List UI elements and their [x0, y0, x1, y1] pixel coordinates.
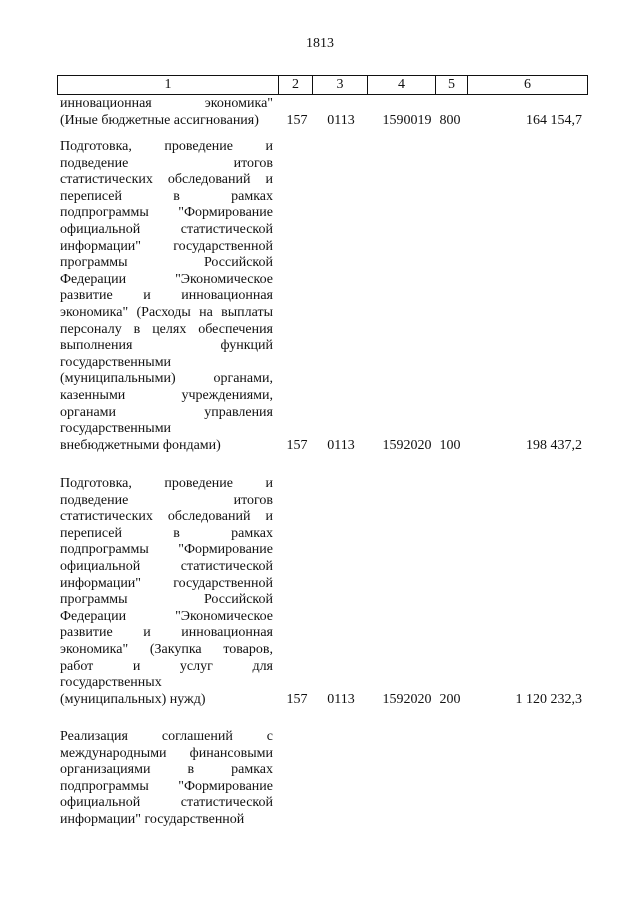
header-col-5: 5 [435, 76, 467, 94]
row-description [60, 729, 273, 829]
cell-code: 157 [286, 112, 308, 128]
description-line: казенными учреждениями, [60, 387, 273, 403]
row-description [60, 139, 273, 454]
cell-section: 0113 [327, 691, 355, 707]
description-line: внебюджетными фондами) [60, 437, 221, 453]
description-line: информации" государственной [60, 811, 245, 827]
header-col-6: 6 [467, 76, 587, 94]
cell-section: 0113 [327, 112, 355, 128]
description-line: государственными [60, 421, 172, 437]
description-line: Подготовка, проведение и [60, 476, 273, 491]
description-line: (муниципальными) органами, [60, 371, 273, 387]
description-line: государственных [60, 675, 162, 691]
cell-code: 157 [286, 691, 308, 707]
description-line: органами управления [60, 404, 273, 420]
description-line: Реализация соглашений с [60, 729, 273, 744]
description-line: инновационная экономика" [60, 96, 273, 111]
cell-expense-type: 200 [439, 691, 461, 707]
header-col-1: 1 [164, 77, 172, 92]
description-line: государственными [60, 354, 172, 370]
description-line: подпрограммы "Формирование [60, 542, 273, 558]
cell-amount: 198 437,2 [526, 437, 582, 453]
description-line: официальной статистической [60, 558, 273, 574]
description-line: информации" государственной [60, 575, 273, 591]
cell-expense-type: 100 [439, 437, 461, 453]
description-line: статистических обследований и [60, 172, 273, 188]
cell-article: 1590019 [382, 112, 432, 128]
row-description [60, 96, 273, 129]
cell-expense-type: 800 [439, 112, 461, 128]
cell-article: 1592020 [382, 437, 432, 453]
cell-code: 157 [286, 437, 308, 453]
header-col-4: 4 [367, 76, 435, 94]
description-line: Подготовка, проведение и [60, 139, 273, 154]
description-line: (муниципальных) нужд) [60, 691, 206, 707]
description-line: развитие и инновационная [60, 288, 273, 304]
description-line: статистических обследований и [60, 509, 273, 525]
cell-section: 0113 [327, 437, 355, 453]
description-line: подведение итогов [60, 492, 273, 508]
description-line: экономика" (Закупка товаров, [60, 641, 273, 657]
description-line: информации" государственной [60, 238, 273, 254]
description-line: Федерации "Экономическое [60, 608, 273, 624]
description-line: выполнения функций [60, 338, 273, 354]
table-header [57, 75, 588, 95]
description-line: официальной статистической [60, 221, 273, 237]
row-description [60, 476, 273, 708]
description-line: программы Российской [60, 592, 273, 608]
header-col-3: 3 [312, 76, 367, 94]
cell-article: 1592020 [382, 691, 432, 707]
description-line: подведение итогов [60, 155, 273, 171]
description-line: работ и услуг для [60, 658, 273, 674]
description-line: официальной статистической [60, 795, 273, 811]
cell-amount: 164 154,7 [526, 112, 582, 128]
description-line: организациями в рамках [60, 762, 273, 778]
header-col-2: 2 [278, 76, 312, 94]
description-line: подпрограммы "Формирование [60, 205, 273, 221]
description-line: персоналу в целях обеспечения [60, 321, 273, 337]
description-line: Федерации "Экономическое [60, 271, 273, 287]
description-line: программы Российской [60, 255, 273, 271]
description-line: переписей в рамках [60, 525, 273, 541]
description-line: (Иные бюджетные ассигнования) [60, 112, 259, 128]
description-line: развитие и инновационная [60, 625, 273, 641]
description-line: экономика" (Расходы на выплаты [60, 304, 273, 320]
cell-amount: 1 120 232,3 [515, 691, 582, 707]
description-line: переписей в рамках [60, 188, 273, 204]
page-number: 1813 [306, 36, 334, 51]
description-line: подпрограммы "Формирование [60, 778, 273, 794]
description-line: международными финансовыми [60, 745, 273, 761]
